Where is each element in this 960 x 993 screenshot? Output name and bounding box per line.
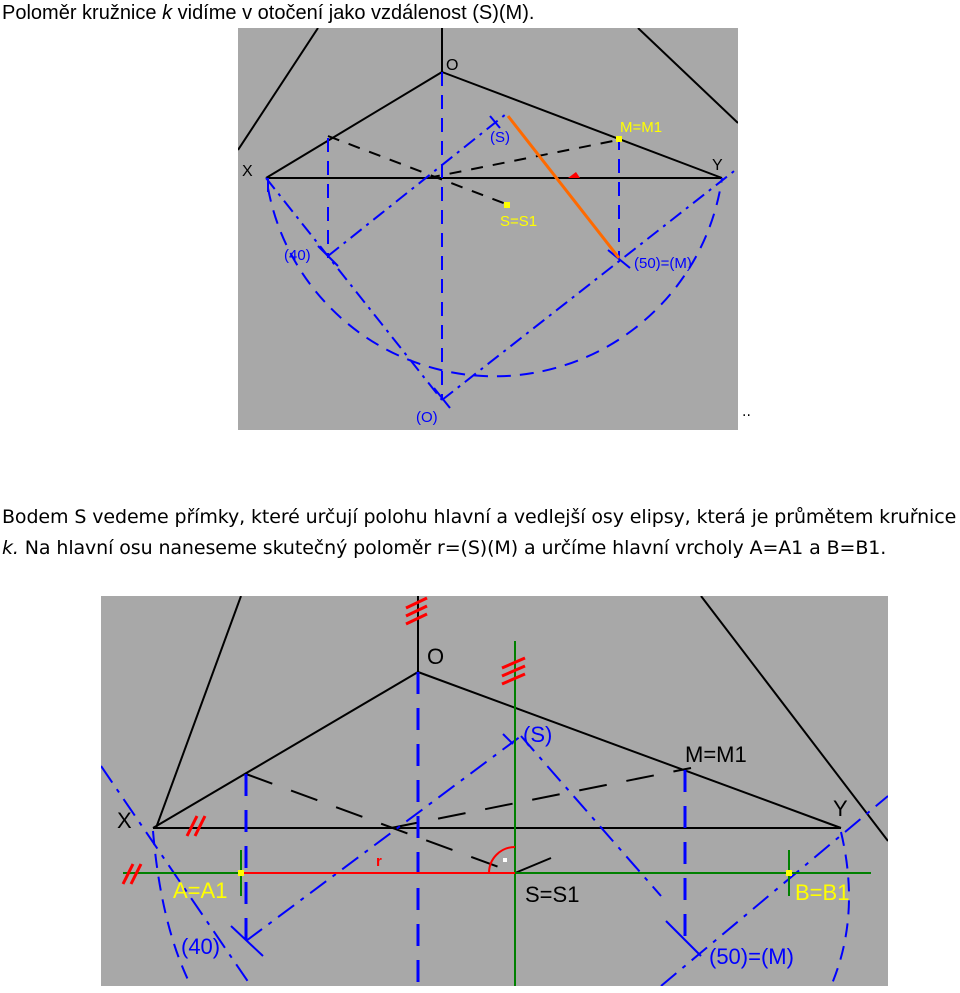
label-x: X <box>117 808 132 833</box>
label-b: B=B1 <box>795 880 850 905</box>
intro-paragraph <box>2 0 952 26</box>
label-40: (40) <box>284 247 311 264</box>
trailing-dots: .. <box>742 404 751 420</box>
label-50: (50)=(M) <box>709 944 794 969</box>
intro-text-end: vidíme v otočení jako vzdálenost (S)(M). <box>172 2 535 24</box>
label-o: O <box>427 644 445 669</box>
label-a: A=A1 <box>173 878 228 903</box>
intro-text: Poloměr kružnice <box>2 2 163 24</box>
label-s-rot: (S) <box>523 722 553 747</box>
explanation-paragraph <box>2 502 960 564</box>
label-s-rot: (S) <box>490 129 510 146</box>
label-r: r <box>376 853 382 870</box>
label-50: (50)=(M) <box>634 255 692 272</box>
intro-k: k <box>162 2 173 24</box>
figure-ellipse-axes <box>101 596 888 986</box>
label-o: O <box>446 57 459 74</box>
explanation-text-end: Na hlavní osu naneseme skutečný poloměr r=(S)(M) a určíme hlavní vrcholy A=A1 a B=B1. <box>18 537 887 559</box>
label-o-rot: (O) <box>416 409 438 426</box>
explanation-k: k. <box>2 537 19 559</box>
label-y: Y <box>833 796 848 821</box>
label-s: S=S1 <box>500 213 538 230</box>
label-x: X <box>242 163 253 180</box>
label-40: (40) <box>181 934 221 959</box>
label-m: M=M1 <box>685 742 747 767</box>
explanation-text: Bodem S vedeme přímky, které určují polohu hlavní a vedlejší osy elipsy, která je průmětem kruřnice <box>2 506 957 528</box>
label-m: M=M1 <box>620 119 663 136</box>
label-s: S=S1 <box>525 882 580 907</box>
label-y: Y <box>712 157 723 174</box>
figure-rotation <box>238 28 738 430</box>
